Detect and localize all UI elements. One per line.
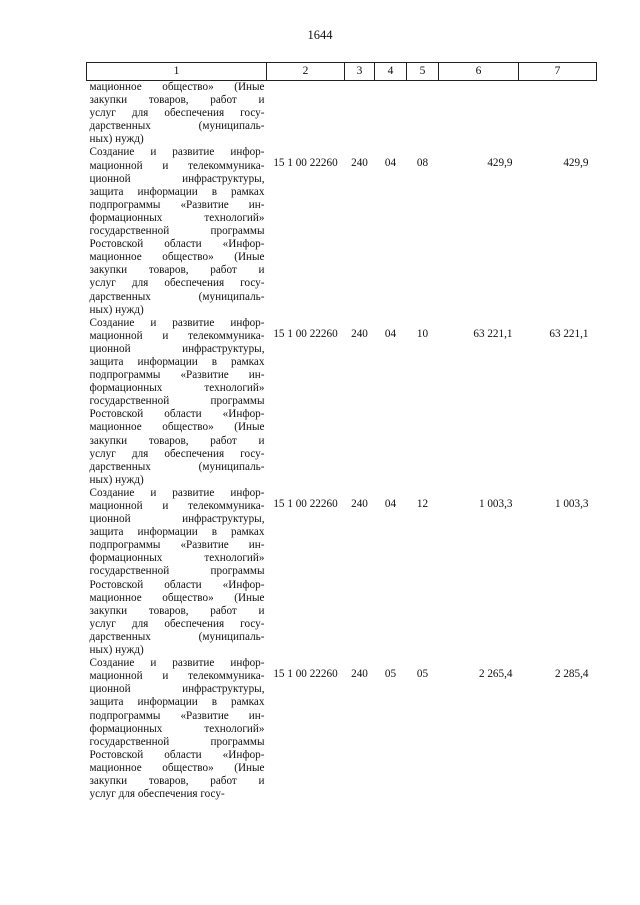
table-row bbox=[87, 487, 597, 657]
subsection-code: 08 bbox=[416, 157, 429, 170]
row-description bbox=[87, 657, 267, 801]
description-line: ных) нужд) bbox=[89, 133, 144, 146]
table-body bbox=[87, 81, 597, 802]
description-line: государственной программы bbox=[89, 735, 265, 748]
page-number: 1644 bbox=[307, 28, 333, 42]
description-line: государственной программы bbox=[89, 395, 265, 408]
description-line: дарственных (муниципаль- bbox=[89, 460, 265, 473]
description-line: услуг для обеспечения госу- bbox=[89, 277, 265, 290]
column-header-3: 3 bbox=[345, 63, 375, 81]
table-row bbox=[87, 657, 597, 801]
description-line: защита информации в рамках bbox=[89, 185, 265, 198]
row-description bbox=[87, 81, 267, 147]
target-article-code: 15 1 00 22260 bbox=[273, 668, 338, 681]
description-line: ных) нужд) bbox=[89, 644, 144, 657]
description-line: ционной инфраструктуры, bbox=[89, 342, 265, 355]
description-line: Ростовской области «Инфор- bbox=[89, 238, 265, 251]
description-line: Создание и развитие инфор- bbox=[89, 146, 265, 159]
description-line: услуг для обеспечения госу- bbox=[89, 107, 265, 120]
expense-type-code: 240 bbox=[351, 327, 368, 340]
description-line: закупки товаров, работ и bbox=[89, 434, 265, 447]
description-line: ционной инфраструктуры, bbox=[89, 172, 265, 185]
amount-year-2: 1 003,3 bbox=[554, 497, 589, 510]
description-line: Ростовской области «Инфор- bbox=[89, 408, 265, 421]
description-line: закупки товаров, работ и bbox=[89, 774, 265, 787]
description-line: услуг для обеспечения госу- bbox=[89, 447, 265, 460]
description-line: Ростовской области «Инфор- bbox=[89, 748, 265, 761]
table-row bbox=[87, 317, 597, 487]
amount-year-2: 429,9 bbox=[563, 157, 589, 170]
description-line: мационной и телекоммуника- bbox=[89, 500, 265, 512]
section-code: 04 bbox=[384, 327, 397, 340]
section-code: 05 bbox=[384, 668, 397, 681]
description-line: мационное общество» (Иные bbox=[89, 81, 265, 93]
description-line: дарственных (муниципаль- bbox=[89, 120, 265, 133]
row-description bbox=[87, 317, 267, 487]
description-line: ных) нужд) bbox=[89, 303, 144, 316]
column-header-2: 2 bbox=[267, 63, 345, 81]
description-line: подпрограммы «Развитие ин- bbox=[89, 198, 265, 211]
description-line: мационное общество» (Иные bbox=[89, 761, 265, 774]
empty-cell bbox=[519, 81, 597, 147]
description-line: мационной и телекоммуника- bbox=[89, 670, 265, 683]
target-article-code: 15 1 00 22260 bbox=[273, 497, 338, 510]
description-line: ционной инфраструктуры, bbox=[89, 683, 265, 696]
empty-cell bbox=[439, 81, 519, 147]
description-line: дарственных (муниципаль- bbox=[89, 290, 265, 303]
description-line: закупки товаров, работ и bbox=[89, 604, 265, 617]
expense-type-code: 240 bbox=[351, 668, 368, 681]
description-line: Создание и развитие инфор- bbox=[89, 657, 265, 670]
description-line: ных) нужд) bbox=[89, 473, 144, 486]
header-row bbox=[87, 63, 597, 81]
empty-cell bbox=[375, 81, 407, 147]
subsection-code: 05 bbox=[416, 668, 429, 681]
amount-year-1: 63 221,1 bbox=[473, 327, 513, 340]
section-code: 04 bbox=[384, 157, 397, 170]
empty-cell bbox=[345, 81, 375, 147]
column-header-7: 7 bbox=[519, 63, 597, 81]
description-line: защита информации в рамках bbox=[89, 355, 265, 368]
subsection-code: 12 bbox=[416, 497, 429, 510]
column-header-1: 1 bbox=[87, 63, 267, 81]
description-line: подпрограммы «Развитие ин- bbox=[89, 539, 265, 552]
description-line: мационной и телекоммуника- bbox=[89, 159, 265, 172]
subsection-code: 10 bbox=[416, 327, 429, 340]
target-article-code: 15 1 00 22260 bbox=[273, 157, 338, 170]
column-header-4: 4 bbox=[375, 63, 407, 81]
description-line: подпрограммы «Развитие ин- bbox=[89, 369, 265, 382]
empty-cell bbox=[267, 81, 345, 147]
budget-table bbox=[86, 62, 597, 801]
empty-cell bbox=[407, 81, 439, 147]
description-line: формационных технологий» bbox=[89, 552, 265, 565]
row-description bbox=[87, 487, 267, 657]
description-line: закупки товаров, работ и bbox=[89, 94, 265, 107]
description-line: формационных технологий» bbox=[89, 211, 265, 224]
table-row bbox=[87, 146, 597, 316]
amount-year-1: 1 003,3 bbox=[478, 497, 513, 510]
section-code: 04 bbox=[384, 497, 397, 510]
row-description bbox=[87, 146, 267, 316]
amount-year-2: 63 221,1 bbox=[549, 327, 589, 340]
description-line: государственной программы bbox=[89, 565, 265, 578]
description-line: мационное общество» (Иные bbox=[89, 421, 265, 434]
target-article-code: 15 1 00 22260 bbox=[273, 327, 338, 340]
description-line: услуг для обеспечения госу- bbox=[89, 617, 265, 630]
description-line: защита информации в рамках bbox=[89, 696, 265, 709]
description-line: услуг для обеспечения госу- bbox=[89, 788, 225, 801]
description-line: защита информации в рамках bbox=[89, 526, 265, 539]
description-line: формационных технологий» bbox=[89, 722, 265, 735]
description-line: подпрограммы «Развитие ин- bbox=[89, 709, 265, 722]
description-line: Ростовской области «Инфор- bbox=[89, 578, 265, 591]
description-line: государственной программы bbox=[89, 225, 265, 238]
description-line: формационных технологий» bbox=[89, 382, 265, 395]
column-header-5: 5 bbox=[407, 63, 439, 81]
expense-type-code: 240 bbox=[351, 497, 368, 510]
description-line: закупки товаров, работ и bbox=[89, 264, 265, 277]
description-line: мационное общество» (Иные bbox=[89, 591, 265, 604]
column-header-6: 6 bbox=[439, 63, 519, 81]
description-line: мационной и телекоммуника- bbox=[89, 329, 265, 342]
amount-year-1: 2 265,4 bbox=[478, 668, 513, 681]
expense-type-code: 240 bbox=[351, 157, 368, 170]
description-line: Создание и развитие инфор- bbox=[89, 316, 265, 329]
description-line: Создание и развитие инфор- bbox=[89, 486, 265, 499]
description-line: ционной инфраструктуры, bbox=[89, 513, 265, 526]
description-line: мационное общество» (Иные bbox=[89, 251, 265, 264]
description-line: дарственных (муниципаль- bbox=[89, 630, 265, 643]
amount-year-2: 2 285,4 bbox=[554, 668, 589, 681]
amount-year-1: 429,9 bbox=[487, 157, 513, 170]
table-row-continuation bbox=[87, 81, 597, 147]
